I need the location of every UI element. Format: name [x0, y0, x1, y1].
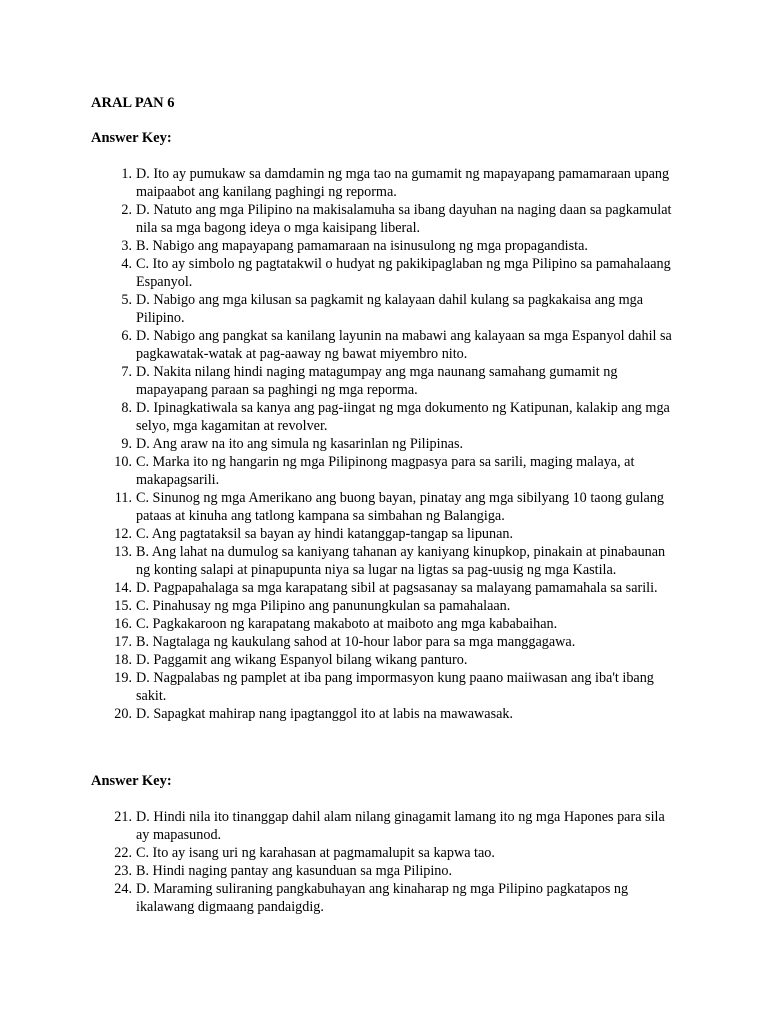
answer-text: D. Natuto ang mga Pilipino na makisalamuha sa ibang dayuhan na naging daan sa pagkamulat nila sa mga bagong ideya o mga kaisipang liberal. — [136, 202, 672, 236]
answer-item — [0, 399, 681, 435]
answer-number: 14. — [114, 580, 132, 596]
answer-item — [0, 633, 681, 651]
answer-list-2 — [0, 808, 768, 916]
answer-number: 17. — [114, 634, 132, 650]
answer-number: 6. — [121, 328, 132, 344]
answer-text: D. Paggamit ang wikang Espanyol bilang wikang panturo. — [136, 652, 468, 668]
answer-number: 18. — [114, 652, 132, 668]
answer-number: 1. — [121, 166, 132, 182]
answer-number: 5. — [121, 292, 132, 308]
answer-text: C. Pagkakaroon ng karapatang makaboto at maiboto ang mga kababaihan. — [136, 616, 558, 632]
answer-number: 4. — [121, 256, 132, 272]
answer-item — [0, 844, 681, 862]
section-heading-answer-key-1: Answer Key: — [91, 130, 172, 146]
answer-item — [0, 862, 681, 880]
answer-item — [0, 435, 681, 453]
answer-number: 15. — [114, 598, 132, 614]
answer-text: C. Marka ito ng hangarin ng mga Pilipinong magpasya para sa sarili, maging malaya, at makapagsarili. — [136, 454, 635, 488]
answer-item — [0, 880, 681, 916]
answer-number: 21. — [114, 809, 132, 825]
answer-number: 23. — [114, 863, 132, 879]
answer-number: 2. — [121, 202, 132, 218]
answer-text: D. Sapagkat mahirap nang ipagtanggol ito at labis na mawawasak. — [136, 706, 514, 722]
answer-text: D. Nagpalabas ng pamplet at iba pang impormasyon kung paano maiiwasan ang iba't ibang sakit. — [136, 670, 654, 704]
answer-number: 20. — [114, 706, 132, 722]
answer-number: 10. — [114, 454, 132, 470]
answer-item — [0, 808, 681, 844]
answer-text: D. Ang araw na ito ang simula ng kasarinlan ng Pilipinas. — [136, 436, 464, 452]
answer-item — [0, 543, 681, 579]
answer-text: B. Ang lahat na dumulog sa kaniyang tahanan ay kaniyang kinupkop, pinakain at pinabaunan ng konting salapi at pinapupunta niya sa lugar na ligtas sa pag-uusig ng mga Kastila. — [136, 544, 666, 578]
answer-item — [0, 651, 681, 669]
answer-text: D. Pagpapahalaga sa mga karapatang sibil at pagsasanay sa malayang pamamahala sa sarili. — [136, 580, 658, 596]
answer-text: B. Nagtalaga ng kaukulang sahod at 10-hour labor para sa mga manggagawa. — [136, 634, 576, 650]
answer-number: 19. — [114, 670, 132, 686]
answer-text: C. Pinahusay ng mga Pilipino ang panunungkulan sa pamahalaan. — [136, 598, 511, 614]
section-heading-answer-key-2: Answer Key: — [91, 773, 172, 789]
answer-number: 7. — [121, 364, 132, 380]
answer-number: 22. — [114, 845, 132, 861]
answer-text: C. Ito ay simbolo ng pagtatakwil o hudyat ng pakikipaglaban ng mga Pilipino sa pamahalaang Espanyol. — [136, 256, 671, 290]
answer-text: D. Nabigo ang mga kilusan sa pagkamit ng kalayaan dahil kulang sa pagkakaisa ang mga Pilipino. — [136, 292, 644, 326]
answer-number: 16. — [114, 616, 132, 632]
answer-text: D. Ipinagkatiwala sa kanya ang pag-iingat ng mga dokumento ng Katipunan, kalakip ang mga selyo, mga kagamitan at revolver. — [136, 400, 670, 434]
document-title: ARAL PAN 6 — [91, 95, 175, 111]
answer-text: D. Nabigo ang pangkat sa kanilang layunin na mabawi ang kalayaan sa mga Espanyol dahil sa pagkawatak-watak at pag-aaway ng bawat miyembro nito. — [136, 328, 672, 362]
answer-text: C. Ang pagtataksil sa bayan ay hindi katanggap-tangap sa lipunan. — [136, 526, 514, 542]
answer-number: 3. — [121, 238, 132, 254]
answer-item — [0, 525, 681, 543]
answer-item — [0, 705, 681, 723]
answer-item — [0, 453, 681, 489]
answer-text: D. Maraming suliraning pangkabuhayan ang kinaharap ng mga Pilipino pagkatapos ng ikalawang digmaang pandaigdig. — [136, 881, 629, 915]
answer-number: 24. — [114, 881, 132, 897]
answer-item — [0, 579, 681, 597]
answer-number: 9. — [121, 436, 132, 452]
answer-number: 8. — [121, 400, 132, 416]
answer-item — [0, 237, 681, 255]
answer-text: C. Sinunog ng mga Amerikano ang buong bayan, pinatay ang mga sibilyang 10 taong gulang pataas at kinuha ang tatlong kampana sa simbahan ng Balangiga. — [136, 490, 665, 524]
answer-item — [0, 597, 681, 615]
answer-text: B. Nabigo ang mapayapang pamamaraan na isinusulong ng mga propagandista. — [136, 238, 588, 254]
answer-number: 11. — [114, 490, 132, 506]
answer-item — [0, 291, 681, 327]
answer-item — [0, 489, 681, 525]
answer-number: 12. — [114, 526, 132, 542]
answer-item — [0, 615, 681, 633]
answer-text: D. Ito ay pumukaw sa damdamin ng mga tao na gumamit ng mapayapang pamamaraan upang maipaabot ang kanilang paghingi ng reporma. — [136, 166, 670, 200]
answer-item — [0, 669, 681, 705]
answer-item — [0, 327, 681, 363]
answer-list-1 — [0, 165, 768, 723]
answer-item — [0, 255, 681, 291]
answer-number: 13. — [114, 544, 132, 560]
answer-text: C. Ito ay isang uri ng karahasan at pagmamalupit sa kapwa tao. — [136, 845, 495, 861]
answer-text: D. Nakita nilang hindi naging matagumpay ang mga naunang samahang gumamit ng mapayapang paraan sa paghingi ng mga reporma. — [136, 364, 618, 398]
answer-text: B. Hindi naging pantay ang kasunduan sa mga Pilipino. — [136, 863, 453, 879]
answer-item — [0, 201, 681, 237]
answer-item — [0, 165, 681, 201]
answer-text: D. Hindi nila ito tinanggap dahil alam nilang ginagamit lamang ito ng mga Hapones para sila ay mapasunod. — [136, 809, 665, 843]
answer-item — [0, 363, 681, 399]
